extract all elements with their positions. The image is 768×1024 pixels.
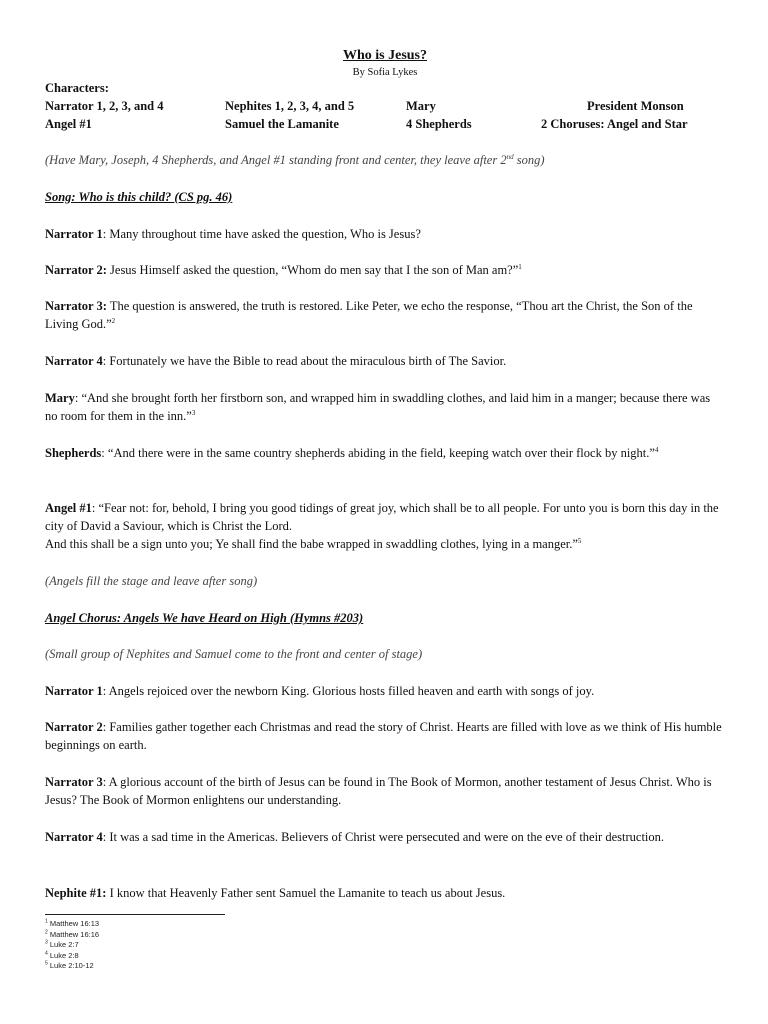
footnote-number: 2 <box>45 929 48 935</box>
character-entry: 2 Choruses: Angel and Star <box>541 117 688 131</box>
footnote <box>45 919 99 930</box>
footnote <box>45 940 99 951</box>
footnote-text: Luke 2:8 <box>49 950 79 960</box>
character-entry: Nephites 1, 2, 3, 4, and 5 <box>225 99 355 113</box>
speaker-label: Narrator 4 <box>45 354 103 368</box>
line-text: Many throughout time have asked the question, Who is Jesus? <box>109 227 421 241</box>
speaker-label: Narrator 2 <box>45 720 103 734</box>
speaker-label: Narrator 3 <box>45 775 103 789</box>
line-text: It was a sad time in the Americas. Believers of Christ were persecuted and were on the eve of their destruction. <box>109 830 665 844</box>
footnotes <box>45 919 99 972</box>
speaker-separator: : <box>102 720 110 734</box>
script-line <box>45 884 725 902</box>
footnote <box>45 961 99 972</box>
character-entry: Angel #1 <box>45 117 92 131</box>
stage-direction <box>45 151 725 169</box>
speaker-separator: : <box>101 446 108 460</box>
character-entry: 4 Shepherds <box>406 117 472 131</box>
script-line <box>45 718 725 754</box>
script-line <box>45 352 725 370</box>
line-text: Angels rejoiced over the newborn King. Glorious hosts filled heaven and earth with songs of joy. <box>108 684 595 698</box>
speaker-label: Mary <box>45 391 75 405</box>
script-line <box>45 499 725 553</box>
speaker-label: Shepherds <box>45 446 102 460</box>
speaker-label: Nephite #1: <box>45 886 107 900</box>
line-text: Jesus Himself asked the question, “Whom do men say that I the son of Man am?” <box>110 263 519 277</box>
author-byline: By Sofia Lykes <box>352 67 418 78</box>
line-text: And this shall be a sign unto you; Ye shall find the babe wrapped in swaddling clothes, lying in a manger.” <box>45 537 578 551</box>
speaker-label: Narrator 1 <box>45 684 103 698</box>
speaker-separator: : <box>102 775 109 789</box>
footnote-number: 1 <box>45 918 48 925</box>
script-line <box>45 225 725 243</box>
script-line <box>45 828 725 846</box>
footnote-ref: 2 <box>111 316 116 325</box>
footnote-text: Matthew 16:13 <box>49 919 100 928</box>
footnote-ref: 3 <box>191 408 196 417</box>
line-text: Fortunately we have the Bible to read about the miraculous birth of The Savior. <box>109 354 507 368</box>
footnote <box>45 951 99 962</box>
stage-direction-text: (Have Mary, Joseph, 4 Shepherds, and Angel #1 standing front and center, they leave after 2 <box>45 153 507 167</box>
footnote-number: 4 <box>45 950 48 956</box>
speaker-label: Angel #1 <box>45 501 92 515</box>
stage-direction: (Angels fill the stage and leave after song) <box>45 574 258 588</box>
script-line <box>45 297 725 333</box>
footnote-text: Luke 2:7 <box>49 940 79 949</box>
footnote-divider <box>45 914 225 915</box>
speaker-separator: : <box>74 391 82 405</box>
speaker-separator: : <box>102 354 110 368</box>
character-entry: Samuel the Lamanite <box>225 117 339 131</box>
footnote-ref: 5 <box>577 536 582 545</box>
line-text: Families gather together each Christmas and read the story of Christ. Hearts are filled with love as we think of His humble beginnings on earth. <box>45 720 722 752</box>
stage-direction: (Small group of Nephites and Samuel come to the front and center of stage) <box>45 647 423 661</box>
character-entry: Mary <box>406 99 436 113</box>
footnote-ref: 1 <box>518 262 522 271</box>
script-line <box>45 773 725 809</box>
speaker-label: Narrator 1 <box>45 227 103 241</box>
script-line <box>45 261 725 279</box>
stage-direction-text: song) <box>513 153 545 167</box>
speaker-separator: : <box>91 501 99 515</box>
song-heading: Angel Chorus: Angels We have Heard on High (Hymns #203) <box>45 611 364 625</box>
line-text: “And she brought forth her firstborn son, and wrapped him in swaddling clothes, and laid him in a manger; because there was no room for them in the inn.” <box>45 391 711 423</box>
speaker-label: Narrator 3: <box>45 299 107 313</box>
footnote <box>45 930 99 941</box>
song-heading: Song: Who is this child? (CS pg. 46) <box>45 190 233 204</box>
footnote-text: Luke 2:10-12 <box>49 961 94 970</box>
character-entry: President Monson <box>587 99 684 113</box>
speaker-separator: : <box>102 227 110 241</box>
line-text: A glorious account of the birth of Jesus can be found in The Book of Mormon, another testament of Jesus Christ. Who is Jesus? The Book of Mormon enlightens our understanding. <box>45 775 712 807</box>
speaker-separator: : <box>102 684 109 698</box>
line-text: “Fear not: for, behold, I bring you good tidings of great joy, which shall be to all people. For unto you is born this day in the city of David a Saviour, which is Christ the Lord. <box>45 501 719 533</box>
footnote-text: Matthew 16:16 <box>49 929 100 939</box>
footnote-number: 5 <box>45 960 48 967</box>
speaker-label: Narrator 2: <box>45 263 107 277</box>
script-page <box>45 0 725 1024</box>
ordinal-suffix: nd <box>506 152 514 161</box>
script-line <box>45 682 725 700</box>
line-text: I know that Heavenly Father sent Samuel the Lamanite to teach us about Jesus. <box>109 886 506 900</box>
characters-heading: Characters: <box>45 81 109 95</box>
footnote-number: 3 <box>45 939 48 946</box>
line-text: The question is answered, the truth is restored. Like Peter, we echo the response, “Thou art the Christ, the Son of the Living God.” <box>45 299 693 331</box>
speaker-label: Narrator 4 <box>45 830 103 844</box>
character-entry: Narrator 1, 2, 3, and 4 <box>45 99 164 113</box>
script-line <box>45 389 725 425</box>
footnote-ref: 4 <box>654 445 659 454</box>
speaker-separator: : <box>102 830 110 844</box>
line-text: “And there were in the same country shepherds abiding in the field, keeping watch over their flock by night.” <box>107 446 655 460</box>
script-line <box>45 444 725 462</box>
document-title: Who is Jesus? <box>342 48 428 63</box>
